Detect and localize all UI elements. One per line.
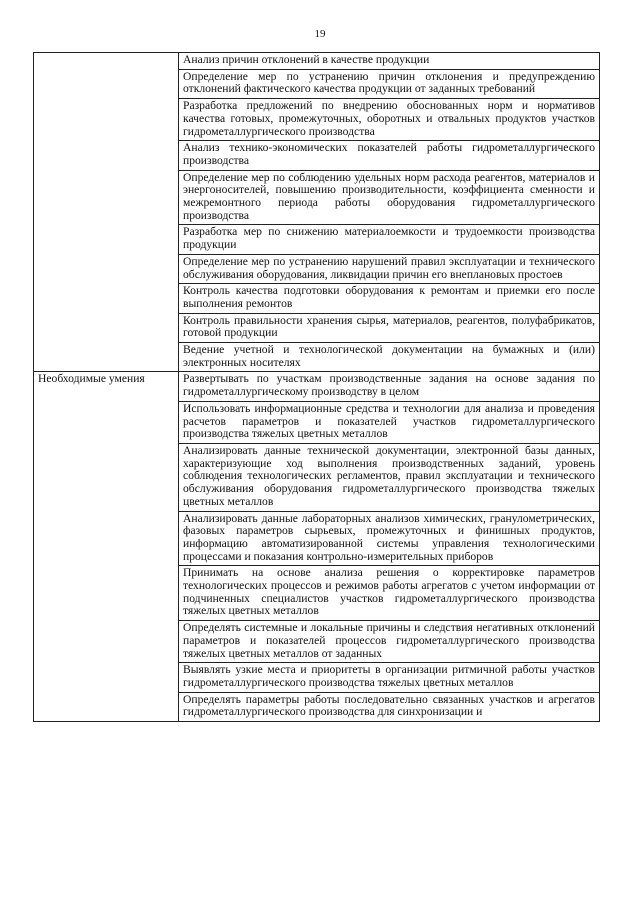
item-cell: Контроль качества подготовки оборудования к ремонтам и приемки его после выполнения ремонтов: [179, 284, 600, 313]
page-number: 19: [314, 28, 326, 40]
item-cell: Определять параметры работы последовательно связанных участков и агрегатов гидрометаллургического производства для синхронизации и: [179, 692, 600, 721]
item-cell: Анализ технико-экономических показателей работы гидрометаллургического производства: [179, 141, 600, 170]
item-cell: Определять системные и локальные причины и следствия негативных отклонений параметров и показателей процессов гидрометаллургического производства тяжелых цветных металлов от заданных: [179, 621, 600, 663]
table-row: [34, 53, 600, 70]
section-label-cell: Необходимые умения: [34, 372, 179, 722]
table-row: [34, 372, 600, 401]
item-cell: Контроль правильности хранения сырья, материалов, реагентов, полуфабрикатов, готовой продукции: [179, 313, 600, 342]
item-cell: Анализировать данные технической документации, электронной базы данных, характеризующие ход выполнения производственных заданий, уровень соблюдения технологических регламентов, правил эксплуатации и технического обслуживания оборудования гидрометаллургического производства тяжелых цветных металлов: [179, 443, 600, 511]
item-cell: Принимать на основе анализа решения о корректировке параметров технологических процессов и режимов работы агрегатов с учетом информации от подчиненных специалистов участков гидрометаллургического производства тяжелых цветных металлов: [179, 566, 600, 621]
item-cell: Определение мер по соблюдению удельных норм расхода реагентов, материалов и энергоносителей, повышению производительности, коэффициента сменности и межремонтного периода работы оборудования гидрометаллургического производства: [179, 170, 600, 225]
table-body: [34, 53, 600, 722]
item-cell: Выявлять узкие места и приоритеты в организации ритмичной работы участков гидрометаллургического производства тяжелых цветных металлов: [179, 663, 600, 692]
section-label-cell: [34, 53, 179, 372]
item-cell: Разработка предложений по внедрению обоснованных норм и нормативов качества готовых, промежуточных, оборотных и отвальных продуктов участков гидрометаллургического производства: [179, 99, 600, 141]
item-cell: Определение мер по устранению нарушений правил эксплуатации и технического обслуживания оборудования, ликвидации причин его внеплановых простоев: [179, 254, 600, 283]
item-cell: Разработка мер по снижению материалоемкости и трудоемкости производства продукции: [179, 225, 600, 254]
item-cell: Использовать информационные средства и технологии для анализа и проведения расчетов параметров и показателей участков гидрометаллургического производства тяжелых цветных металлов: [179, 401, 600, 443]
item-cell: Развертывать по участкам производственные задания на основе задания по гидрометаллургическому производству в целом: [179, 372, 600, 401]
item-cell: Определение мер по устранению причин отклонения и предупреждению отклонений фактического качества продукции от заданных требований: [179, 69, 600, 98]
item-cell: Анализировать данные лабораторных анализов химических, гранулометрических, фазовых параметров сырьевых, промежуточных и финишных продуктов, информацию автоматизированной системы управления технологическими процессами и показания контрольно-измерительных приборов: [179, 511, 600, 566]
labor-functions-table: [33, 52, 600, 722]
item-cell: Ведение учетной и технологической документации на бумажных и (или) электронных носителях: [179, 343, 600, 372]
item-cell: Анализ причин отклонений в качестве продукции: [179, 53, 600, 70]
